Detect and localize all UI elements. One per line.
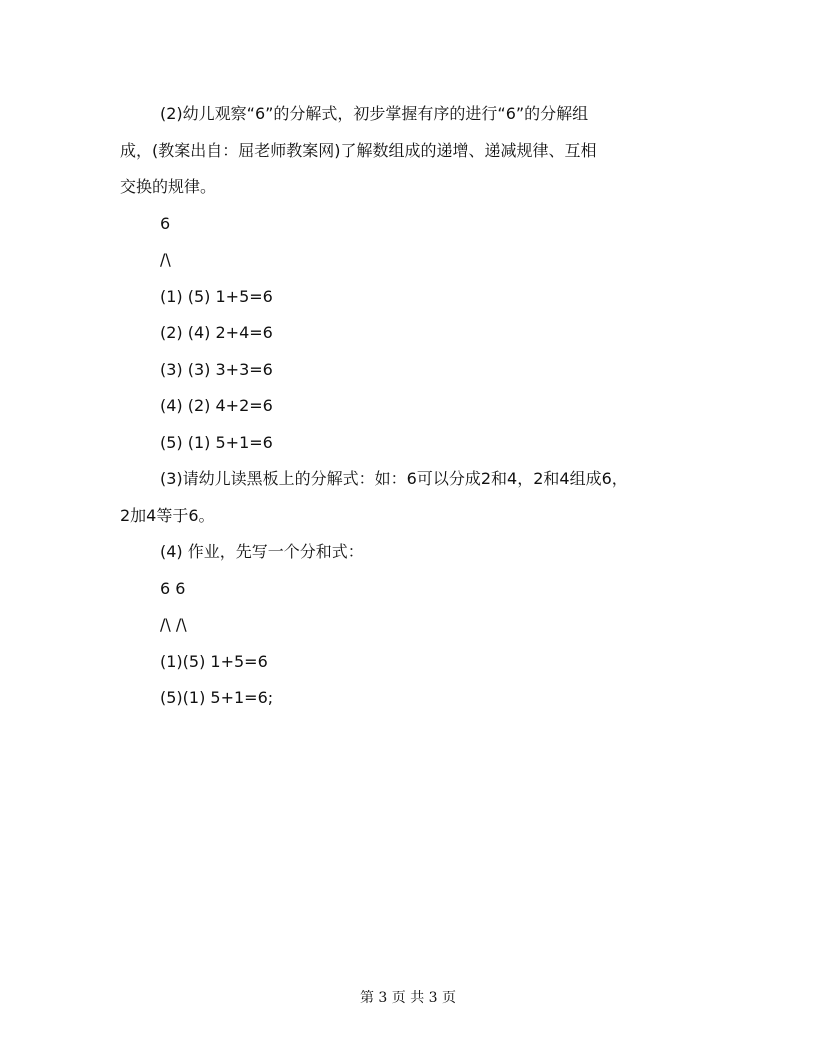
paragraph-line: (2)幼儿观察“6”的分解式，初步掌握有序的进行“6”的分解组 [160, 104, 589, 123]
decomposition-line: (4) (2) 4+2=6 [160, 396, 273, 415]
branch-line: /\ [160, 250, 171, 269]
paragraph-line: (4) 作业，先写一个分和式： [160, 542, 364, 561]
paragraph-line: (3)请幼儿读黑板上的分解式：如：6可以分成2和4，2和4组成6， [160, 469, 628, 488]
page-footer: 第 3 页 共 3 页 [359, 990, 457, 1006]
paragraph-line: 交换的规律。 [120, 177, 217, 196]
decomposition-line: (2) (4) 2+4=6 [160, 323, 273, 342]
paragraph-line: 2加4等于6。 [120, 505, 215, 525]
decomposition-line: (1) (5) 1+5=6 [160, 286, 273, 306]
decomposition-line: (5) (1) 5+1=6 [160, 432, 273, 452]
paragraph-line: 成，(教案出自：屈老师教案网)了解数组成的递增、递减规律、互相 [120, 140, 597, 160]
decomposition-line: (1)(5) 1+5=6 [160, 651, 268, 671]
number-line: 6 [160, 213, 171, 233]
decomposition-line: (3) (3) 3+3=6 [160, 359, 273, 379]
number-line: 6 6 [160, 578, 186, 598]
decomposition-line: (5)(1) 5+1=6; [160, 688, 274, 707]
branch-line: /\ /\ [160, 615, 187, 634]
document-body [120, 96, 710, 717]
